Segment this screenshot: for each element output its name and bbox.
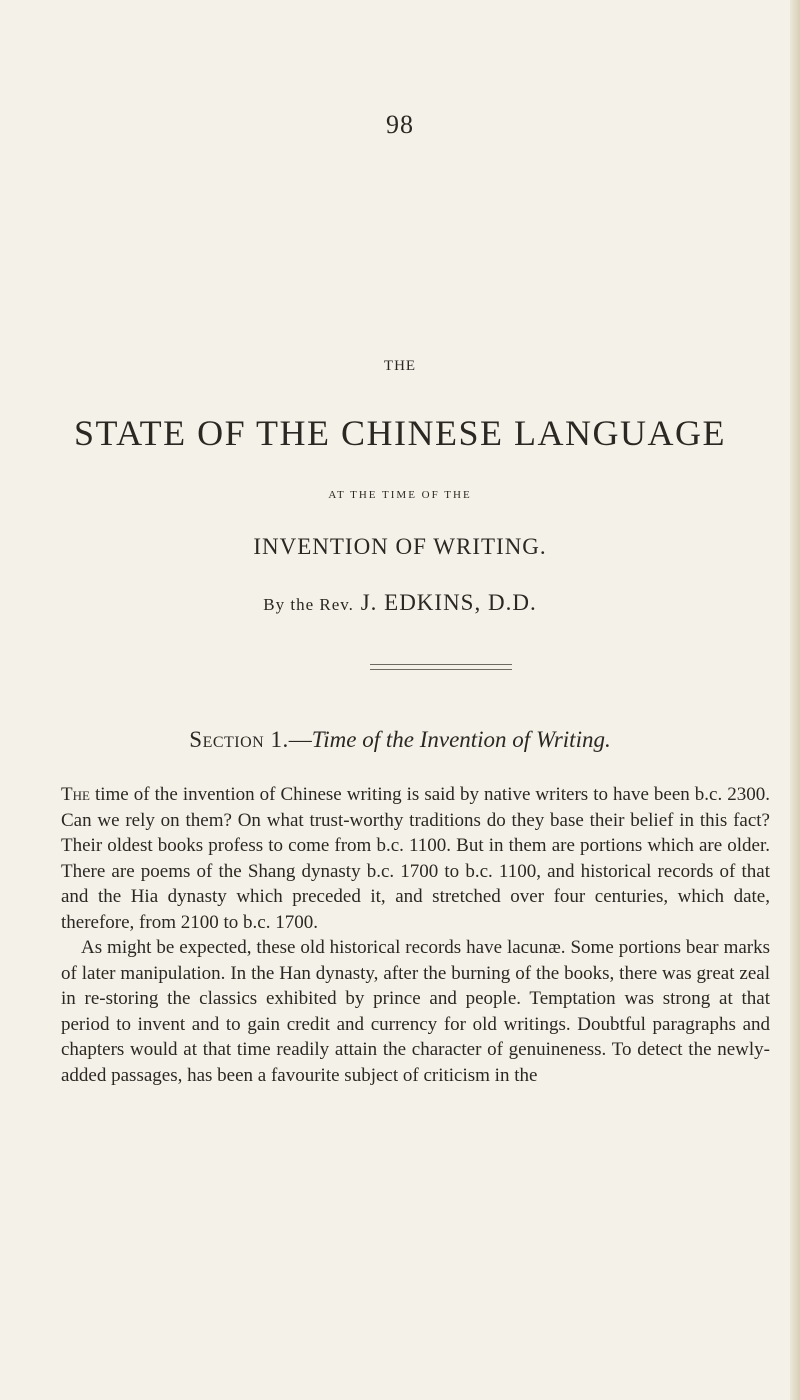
paragraph-1-lead: The [61,784,90,805]
page-edge-shadow [790,0,800,1400]
byline-prefix: By the Rev. [263,595,354,614]
paragraph-1-text: time of the invention of Chinese writing is said by native writers to have been b.c. 2300. Can we rely on them? On what trust-worthy traditions do they base their belief in this fact? Their oldest books profess to come from b.c. 1100. But in them are portions which are older. There are poems of the Shang dynasty b.c. 1700 to b.c. 1100, and historical records of that and the Hia dynasty which preceded it, and stretched over four centuries, which date, therefore, from 2100 to b.c. 1700. [61,784,770,933]
title-rule [370,664,512,665]
body-text [61,782,770,1088]
section-label: Section 1. [189,727,289,752]
page-number: 98 [386,110,414,139]
paragraph-1 [61,782,770,935]
byline [0,590,800,616]
title-kicker: THE [383,358,417,374]
paragraph-2: As might be expected, these old historical records have lacunæ. Some portions bear marks of later manipulation. In the Han dynasty, after the burning of the books, there was great zeal in re-storing the classics exhibited by prince and people. Temptation was strong at that period to invent and to gain credit and currency for old writings. Doubtful paragraphs and chapters would at that time readily attain the character of genuineness. To detect the newly-added passages, has been a favourite subject of criticism in the [61,937,770,1086]
page-title: STATE OF THE CHINESE LANGUAGE [74,413,726,453]
subtitle-small: AT THE TIME OF THE [328,489,472,501]
subtitle-main: INVENTION OF WRITING. [253,534,547,559]
section-dash: — [288,727,312,752]
title-rule-secondary [370,669,512,670]
byline-name: J. EDKINS, D.D. [360,590,537,615]
section-title: Time of the Invention of Writing. [311,727,611,752]
section-heading [0,727,800,753]
